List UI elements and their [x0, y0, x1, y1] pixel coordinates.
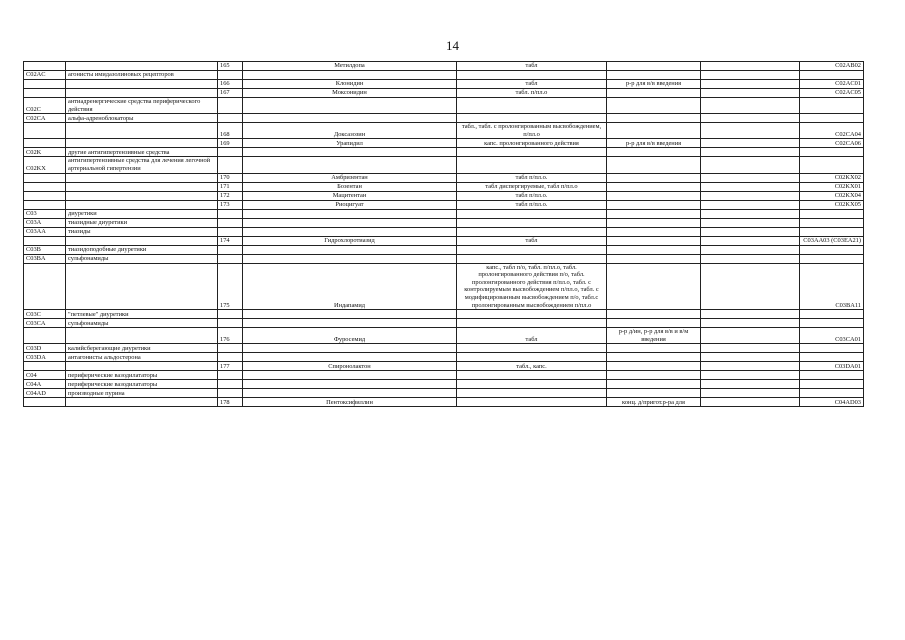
- notes-cell: [701, 148, 800, 157]
- atc-group-code-cell: [24, 123, 66, 139]
- atc-code-cell: C02AB02: [800, 62, 864, 71]
- drug-name-cell: Амбризентан: [243, 173, 457, 182]
- notes-cell: [701, 310, 800, 319]
- injection-form-cell: [607, 209, 701, 218]
- drug-name-cell: Доксазозин: [243, 123, 457, 139]
- dosage-form-cell: [457, 353, 607, 362]
- drug-name-cell: [243, 218, 457, 227]
- atc-code-cell: C03AA03 (C03EA21): [800, 236, 864, 245]
- dosage-form-cell: [457, 319, 607, 328]
- table-row: [24, 362, 864, 371]
- atc-code-cell: C02KX01: [800, 182, 864, 191]
- injection-form-cell: [607, 380, 701, 389]
- table-row: [24, 209, 864, 218]
- notes-cell: [701, 62, 800, 71]
- table-row: [24, 80, 864, 89]
- table-row: [24, 263, 864, 310]
- dosage-form-cell: табл: [457, 236, 607, 245]
- dosage-form-cell: табл. п/пл.о: [457, 89, 607, 98]
- group-name-cell: [66, 139, 218, 148]
- group-name-cell: диуретики: [66, 209, 218, 218]
- atc-code-cell: [800, 389, 864, 398]
- group-name-cell: тиазиды: [66, 227, 218, 236]
- atc-code-cell: C02CA04: [800, 123, 864, 139]
- row-number-cell: [218, 380, 243, 389]
- table-row: [24, 89, 864, 98]
- notes-cell: [701, 80, 800, 89]
- atc-group-code-cell: C04A: [24, 380, 66, 389]
- group-name-cell: сульфонамиды: [66, 254, 218, 263]
- table-row: [24, 139, 864, 148]
- atc-code-cell: [800, 344, 864, 353]
- atc-code-cell: C03BA11: [800, 263, 864, 310]
- drug-name-cell: [243, 114, 457, 123]
- atc-code-cell: C03DA01: [800, 362, 864, 371]
- atc-group-code-cell: C03CA: [24, 319, 66, 328]
- table-row: [24, 344, 864, 353]
- table-row: [24, 173, 864, 182]
- dosage-form-cell: табл., капс.: [457, 362, 607, 371]
- injection-form-cell: [607, 200, 701, 209]
- atc-code-cell: C02KX05: [800, 200, 864, 209]
- row-number-cell: 174: [218, 236, 243, 245]
- drug-name-cell: Клонидин: [243, 80, 457, 89]
- atc-code-cell: [800, 148, 864, 157]
- atc-group-code-cell: C02AC: [24, 71, 66, 80]
- table-row: [24, 236, 864, 245]
- atc-code-cell: [800, 319, 864, 328]
- injection-form-cell: [607, 173, 701, 182]
- atc-code-cell: [800, 98, 864, 114]
- table-row: [24, 319, 864, 328]
- table-row: [24, 182, 864, 191]
- table-row: [24, 328, 864, 344]
- drug-name-cell: Индапамид: [243, 263, 457, 310]
- drug-name-cell: [243, 148, 457, 157]
- table-row: [24, 98, 864, 114]
- injection-form-cell: [607, 353, 701, 362]
- group-name-cell: [66, 236, 218, 245]
- notes-cell: [701, 398, 800, 407]
- atc-group-code-cell: C03C: [24, 310, 66, 319]
- table-row: [24, 200, 864, 209]
- row-number-cell: 178: [218, 398, 243, 407]
- atc-group-code-cell: C02K: [24, 148, 66, 157]
- drug-name-cell: [243, 71, 457, 80]
- atc-code-cell: C02CA06: [800, 139, 864, 148]
- table-row: [24, 148, 864, 157]
- group-name-cell: [66, 398, 218, 407]
- injection-form-cell: [607, 227, 701, 236]
- group-name-cell: тиазидоподобные диуретики: [66, 245, 218, 254]
- atc-code-cell: C03CA01: [800, 328, 864, 344]
- atc-code-cell: [800, 157, 864, 173]
- atc-code-cell: [800, 310, 864, 319]
- group-name-cell: [66, 362, 218, 371]
- dosage-form-cell: [457, 227, 607, 236]
- group-name-cell: периферические вазодилататоры: [66, 380, 218, 389]
- group-name-cell: [66, 80, 218, 89]
- group-name-cell: [66, 191, 218, 200]
- notes-cell: [701, 236, 800, 245]
- row-number-cell: 166: [218, 80, 243, 89]
- table-row: [24, 254, 864, 263]
- row-number-cell: 177: [218, 362, 243, 371]
- drug-name-cell: [243, 227, 457, 236]
- row-number-cell: 165: [218, 62, 243, 71]
- row-number-cell: [218, 98, 243, 114]
- notes-cell: [701, 380, 800, 389]
- injection-form-cell: [607, 157, 701, 173]
- atc-code-cell: C02KX04: [800, 191, 864, 200]
- dosage-form-cell: табл: [457, 328, 607, 344]
- drug-name-cell: Моксонидин: [243, 89, 457, 98]
- group-name-cell: [66, 182, 218, 191]
- drug-name-cell: [243, 157, 457, 173]
- row-number-cell: 172: [218, 191, 243, 200]
- drug-name-cell: Мацитентан: [243, 191, 457, 200]
- injection-form-cell: [607, 362, 701, 371]
- injection-form-cell: [607, 371, 701, 380]
- atc-group-code-cell: [24, 89, 66, 98]
- drug-name-cell: [243, 380, 457, 389]
- notes-cell: [701, 191, 800, 200]
- notes-cell: [701, 353, 800, 362]
- atc-code-cell: [800, 227, 864, 236]
- drug-name-cell: Фуросемид: [243, 328, 457, 344]
- atc-group-code-cell: [24, 328, 66, 344]
- row-number-cell: [218, 227, 243, 236]
- notes-cell: [701, 227, 800, 236]
- row-number-cell: [218, 310, 243, 319]
- row-number-cell: 170: [218, 173, 243, 182]
- row-number-cell: [218, 353, 243, 362]
- group-name-cell: [66, 263, 218, 310]
- notes-cell: [701, 328, 800, 344]
- atc-group-code-cell: [24, 62, 66, 71]
- row-number-cell: 167: [218, 89, 243, 98]
- group-name-cell: периферические вазодилататоры: [66, 371, 218, 380]
- dosage-form-cell: табл п/пл.о.: [457, 173, 607, 182]
- row-number-cell: [218, 148, 243, 157]
- atc-code-cell: [800, 245, 864, 254]
- dosage-form-cell: [457, 98, 607, 114]
- notes-cell: [701, 173, 800, 182]
- table-row: [24, 398, 864, 407]
- row-number-cell: [218, 319, 243, 328]
- drug-name-cell: Пентоксифиллин: [243, 398, 457, 407]
- notes-cell: [701, 114, 800, 123]
- atc-group-code-cell: C03BA: [24, 254, 66, 263]
- dosage-form-cell: [457, 157, 607, 173]
- atc-group-code-cell: [24, 398, 66, 407]
- table-row: [24, 389, 864, 398]
- notes-cell: [701, 218, 800, 227]
- group-name-cell: тиазидные диуретики: [66, 218, 218, 227]
- notes-cell: [701, 209, 800, 218]
- injection-form-cell: [607, 389, 701, 398]
- row-number-cell: [218, 114, 243, 123]
- atc-group-code-cell: [24, 362, 66, 371]
- group-name-cell: "петлевые" диуретики: [66, 310, 218, 319]
- injection-form-cell: р-р для в/в введения: [607, 139, 701, 148]
- injection-form-cell: [607, 62, 701, 71]
- notes-cell: [701, 263, 800, 310]
- table-row: [24, 157, 864, 173]
- injection-form-cell: [607, 89, 701, 98]
- table-row: [24, 191, 864, 200]
- drug-name-cell: [243, 344, 457, 353]
- atc-group-code-cell: [24, 173, 66, 182]
- atc-code-cell: [800, 209, 864, 218]
- injection-form-cell: [607, 182, 701, 191]
- drug-name-cell: [243, 310, 457, 319]
- row-number-cell: 168: [218, 123, 243, 139]
- atc-group-code-cell: [24, 182, 66, 191]
- dosage-form-cell: [457, 209, 607, 218]
- drug-name-cell: [243, 209, 457, 218]
- injection-form-cell: [607, 71, 701, 80]
- injection-form-cell: [607, 263, 701, 310]
- atc-group-code-cell: [24, 191, 66, 200]
- notes-cell: [701, 71, 800, 80]
- injection-form-cell: р-р д/ин, р-р для в/в и в/м введения: [607, 328, 701, 344]
- group-name-cell: [66, 62, 218, 71]
- drug-name-cell: Метилдопа: [243, 62, 457, 71]
- atc-group-code-cell: C03A: [24, 218, 66, 227]
- dosage-form-cell: капс., табл п/о, табл. п/пл.о, табл. пролонгированного действия п/о, табл. пролонгированного действия п/пл.о, табл. с контролируемым высвобождением п/пл.о, табл. с модифицированным высвобождением п/о, табл.с пролонгированным высвобождением п/пл.о: [457, 263, 607, 310]
- atc-group-code-cell: C03: [24, 209, 66, 218]
- table-row: [24, 114, 864, 123]
- table-row: [24, 353, 864, 362]
- row-number-cell: 171: [218, 182, 243, 191]
- notes-cell: [701, 344, 800, 353]
- group-name-cell: антиадренергические средства периферического действия: [66, 98, 218, 114]
- notes-cell: [701, 371, 800, 380]
- table-row: [24, 62, 864, 71]
- drug-name-cell: Гидрохлоротиазид: [243, 236, 457, 245]
- dosage-form-cell: табл диспергируемые, табл п/пл.о: [457, 182, 607, 191]
- row-number-cell: [218, 245, 243, 254]
- injection-form-cell: [607, 319, 701, 328]
- injection-form-cell: [607, 148, 701, 157]
- group-name-cell: альфа-адреноблокаторы: [66, 114, 218, 123]
- atc-group-code-cell: [24, 236, 66, 245]
- atc-group-code-cell: C03AA: [24, 227, 66, 236]
- table-row: [24, 371, 864, 380]
- row-number-cell: 176: [218, 328, 243, 344]
- notes-cell: [701, 182, 800, 191]
- drug-name-cell: [243, 371, 457, 380]
- injection-form-cell: [607, 245, 701, 254]
- atc-group-code-cell: [24, 200, 66, 209]
- atc-code-cell: C02AC05: [800, 89, 864, 98]
- drug-name-cell: [243, 245, 457, 254]
- notes-cell: [701, 139, 800, 148]
- row-number-cell: 173: [218, 200, 243, 209]
- group-name-cell: [66, 89, 218, 98]
- row-number-cell: [218, 344, 243, 353]
- atc-group-code-cell: C03D: [24, 344, 66, 353]
- atc-group-code-cell: C03B: [24, 245, 66, 254]
- injection-form-cell: [607, 123, 701, 139]
- table-row: [24, 218, 864, 227]
- dosage-form-cell: [457, 371, 607, 380]
- notes-cell: [701, 157, 800, 173]
- dosage-form-cell: [457, 148, 607, 157]
- drug-name-cell: Риоцигуат: [243, 200, 457, 209]
- notes-cell: [701, 89, 800, 98]
- drug-table: [23, 61, 864, 407]
- atc-code-cell: [800, 254, 864, 263]
- dosage-form-cell: [457, 245, 607, 254]
- dosage-form-cell: [457, 254, 607, 263]
- injection-form-cell: [607, 98, 701, 114]
- group-name-cell: антигипертензивные средства для лечения легочной артериальной гипертензии: [66, 157, 218, 173]
- group-name-cell: калийсберегающие диуретики: [66, 344, 218, 353]
- dosage-form-cell: табл., табл. с пролонгированным высвобождением, п/пл.о: [457, 123, 607, 139]
- drug-name-cell: [243, 254, 457, 263]
- drug-name-cell: [243, 389, 457, 398]
- table-row: [24, 227, 864, 236]
- notes-cell: [701, 245, 800, 254]
- group-name-cell: [66, 328, 218, 344]
- atc-group-code-cell: C04AD: [24, 389, 66, 398]
- group-name-cell: антагонисты альдостерона: [66, 353, 218, 362]
- table-row: [24, 245, 864, 254]
- group-name-cell: другие антигипертензивные средства: [66, 148, 218, 157]
- notes-cell: [701, 200, 800, 209]
- atc-group-code-cell: C03DA: [24, 353, 66, 362]
- dosage-form-cell: [457, 114, 607, 123]
- atc-group-code-cell: [24, 80, 66, 89]
- row-number-cell: [218, 218, 243, 227]
- group-name-cell: агонисты имидазолиновых рецепторов: [66, 71, 218, 80]
- table-row: [24, 71, 864, 80]
- group-name-cell: сульфонамиды: [66, 319, 218, 328]
- atc-code-cell: C04AD03: [800, 398, 864, 407]
- row-number-cell: [218, 389, 243, 398]
- drug-name-cell: [243, 319, 457, 328]
- table-row: [24, 123, 864, 139]
- dosage-form-cell: табл: [457, 62, 607, 71]
- injection-form-cell: [607, 344, 701, 353]
- row-number-cell: 175: [218, 263, 243, 310]
- atc-group-code-cell: [24, 139, 66, 148]
- row-number-cell: [218, 71, 243, 80]
- injection-form-cell: [607, 191, 701, 200]
- row-number-cell: 169: [218, 139, 243, 148]
- atc-code-cell: C02AC01: [800, 80, 864, 89]
- atc-code-cell: [800, 114, 864, 123]
- atc-group-code-cell: C02CA: [24, 114, 66, 123]
- injection-form-cell: [607, 236, 701, 245]
- atc-code-cell: C02KX02: [800, 173, 864, 182]
- dosage-form-cell: табл п/пл.о.: [457, 191, 607, 200]
- group-name-cell: [66, 173, 218, 182]
- dosage-form-cell: табл п/пл.о.: [457, 200, 607, 209]
- atc-group-code-cell: C02KX: [24, 157, 66, 173]
- dosage-form-cell: [457, 218, 607, 227]
- drug-name-cell: [243, 98, 457, 114]
- dosage-form-cell: [457, 71, 607, 80]
- group-name-cell: производные пурина: [66, 389, 218, 398]
- table-row: [24, 310, 864, 319]
- notes-cell: [701, 362, 800, 371]
- dosage-form-cell: [457, 310, 607, 319]
- table-row: [24, 380, 864, 389]
- dosage-form-cell: капс. пролонгированного действия: [457, 139, 607, 148]
- injection-form-cell: [607, 310, 701, 319]
- page-number: 14: [446, 38, 459, 53]
- atc-code-cell: [800, 380, 864, 389]
- row-number-cell: [218, 254, 243, 263]
- injection-form-cell: [607, 218, 701, 227]
- atc-code-cell: [800, 218, 864, 227]
- drug-name-cell: [243, 353, 457, 362]
- atc-group-code-cell: [24, 263, 66, 310]
- notes-cell: [701, 254, 800, 263]
- group-name-cell: [66, 123, 218, 139]
- atc-code-cell: [800, 353, 864, 362]
- atc-code-cell: [800, 371, 864, 380]
- atc-group-code-cell: C04: [24, 371, 66, 380]
- row-number-cell: [218, 157, 243, 173]
- row-number-cell: [218, 371, 243, 380]
- notes-cell: [701, 319, 800, 328]
- injection-form-cell: [607, 254, 701, 263]
- dosage-form-cell: табл: [457, 80, 607, 89]
- notes-cell: [701, 123, 800, 139]
- row-number-cell: [218, 209, 243, 218]
- injection-form-cell: конц. д/пригот.р-ра для: [607, 398, 701, 407]
- drug-name-cell: Бозентан: [243, 182, 457, 191]
- atc-code-cell: [800, 71, 864, 80]
- dosage-form-cell: [457, 380, 607, 389]
- drug-name-cell: Спиронолактон: [243, 362, 457, 371]
- dosage-form-cell: [457, 344, 607, 353]
- atc-group-code-cell: C02C: [24, 98, 66, 114]
- injection-form-cell: [607, 114, 701, 123]
- notes-cell: [701, 98, 800, 114]
- dosage-form-cell: [457, 389, 607, 398]
- notes-cell: [701, 389, 800, 398]
- group-name-cell: [66, 200, 218, 209]
- drug-name-cell: Урапидил: [243, 139, 457, 148]
- injection-form-cell: р-р для в/в введения: [607, 80, 701, 89]
- dosage-form-cell: [457, 398, 607, 407]
